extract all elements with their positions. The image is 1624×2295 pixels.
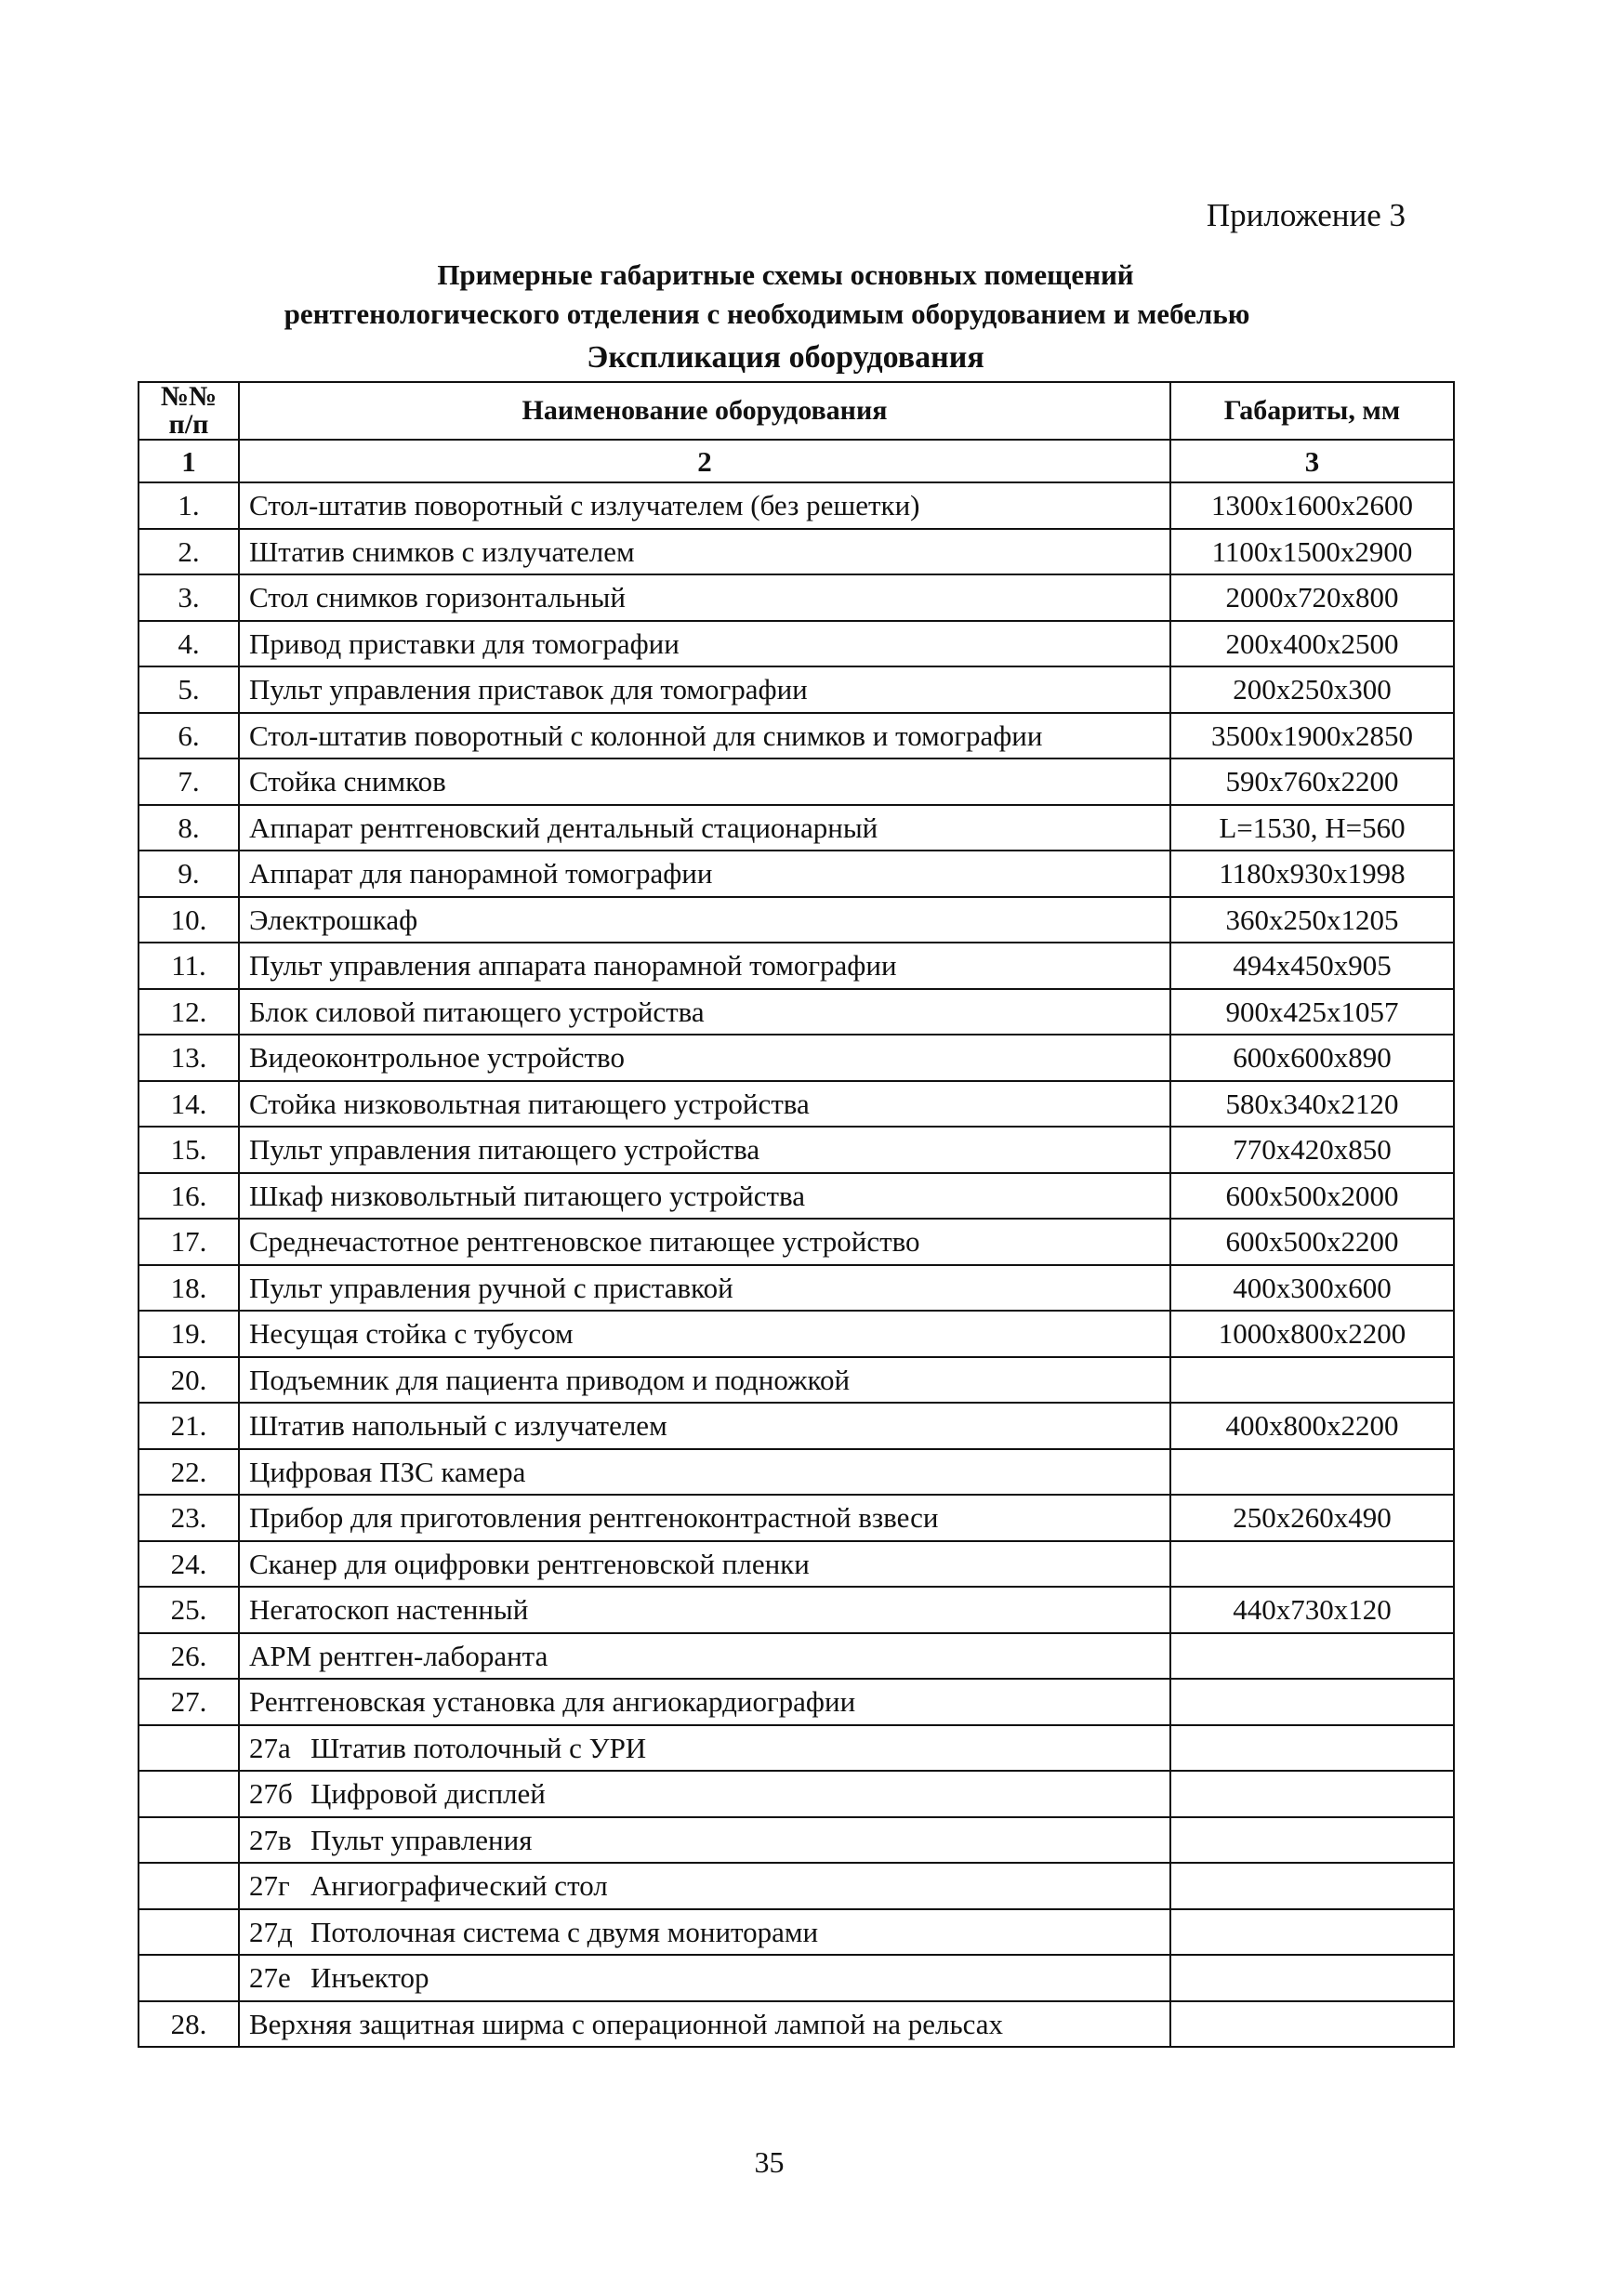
equipment-dimensions	[1170, 1863, 1454, 1909]
equipment-dimensions: 600x500x2200	[1170, 1219, 1454, 1265]
table-subrow	[139, 1725, 1454, 1772]
sub-item-code: 27б	[249, 1777, 293, 1811]
appendix-label: Приложение 3	[1206, 197, 1406, 233]
row-number: 6.	[139, 713, 239, 759]
equipment-name: Пульт управления ручной с приставкой	[239, 1265, 1170, 1312]
table-subrow	[139, 1955, 1454, 2001]
equipment-dimensions: 1180x930x1998	[1170, 851, 1454, 897]
equipment-dimensions: 1300x1600x2600	[1170, 482, 1454, 529]
document-title-line-1: Примерные габаритные схемы основных помещений	[437, 258, 1134, 291]
table-row	[139, 1679, 1454, 1725]
column-header-name: Наименование оборудования	[239, 382, 1170, 440]
equipment-dimensions: 200x250x300	[1170, 666, 1454, 713]
row-number: 18.	[139, 1265, 239, 1312]
row-number: 27.	[139, 1679, 239, 1725]
row-number: 23.	[139, 1495, 239, 1541]
row-number	[139, 1909, 239, 1956]
equipment-dimensions: 400x300x600	[1170, 1265, 1454, 1312]
table-subrow	[139, 1863, 1454, 1909]
row-number: 1.	[139, 482, 239, 529]
sub-item-name: Потолочная система с двумя мониторами	[310, 1915, 819, 1948]
row-number	[139, 1817, 239, 1864]
row-number: 24.	[139, 1541, 239, 1588]
table-row	[139, 1541, 1454, 1588]
column-index-cell: 1	[139, 440, 239, 482]
equipment-dimensions	[1170, 1817, 1454, 1864]
equipment-name: Верхняя защитная ширма с операционной лампой на рельсах	[239, 2001, 1170, 2048]
row-number: 21.	[139, 1403, 239, 1449]
equipment-dimensions	[1170, 1771, 1454, 1817]
equipment-name: Аппарат рентгеновский дентальный стационарный	[239, 805, 1170, 851]
equipment-name: Штатив напольный с излучателем	[239, 1403, 1170, 1449]
table-row	[139, 1311, 1454, 1357]
sub-item-name: Штатив потолочный с УРИ	[310, 1731, 647, 1764]
row-number: 11.	[139, 943, 239, 989]
row-number: 4.	[139, 621, 239, 667]
equipment-dimensions	[1170, 1679, 1454, 1725]
table-subrow	[139, 1909, 1454, 1956]
row-number: 7.	[139, 758, 239, 805]
row-number: 22.	[139, 1449, 239, 1496]
sub-equipment-cell	[239, 1909, 1170, 1956]
row-number	[139, 1863, 239, 1909]
sub-equipment-cell	[239, 1771, 1170, 1817]
table-row	[139, 1173, 1454, 1220]
row-number: 9.	[139, 851, 239, 897]
row-number: 20.	[139, 1357, 239, 1404]
row-number: 25.	[139, 1587, 239, 1633]
sub-equipment-cell	[239, 1817, 1170, 1864]
table-row	[139, 1127, 1454, 1173]
row-number: 3.	[139, 574, 239, 621]
table-subrow	[139, 1771, 1454, 1817]
column-header-number-line1: №№	[160, 382, 218, 412]
table-row	[139, 851, 1454, 897]
equipment-name: Рентгеновская установка для ангиокардиографии	[239, 1679, 1170, 1725]
equipment-name: Пульт управления питающего устройства	[239, 1127, 1170, 1173]
equipment-dimensions: 250x260x490	[1170, 1495, 1454, 1541]
table-row	[139, 1403, 1454, 1449]
table-row	[139, 574, 1454, 621]
equipment-dimensions: 3500x1900x2850	[1170, 713, 1454, 759]
equipment-dimensions: 494x450x905	[1170, 943, 1454, 989]
equipment-name: Привод приставки для томографии	[239, 621, 1170, 667]
row-number: 5.	[139, 666, 239, 713]
equipment-dimensions	[1170, 2001, 1454, 2048]
equipment-name: Стол-штатив поворотный с излучателем (без решетки)	[239, 482, 1170, 529]
equipment-dimensions: 600x500x2000	[1170, 1173, 1454, 1220]
table-title: Экспликация оборудования	[587, 340, 984, 375]
table-row	[139, 758, 1454, 805]
equipment-name: Шкаф низковольтный питающего устройства	[239, 1173, 1170, 1220]
table-row	[139, 666, 1454, 713]
sub-item-name: Инъектор	[310, 1961, 429, 1995]
equipment-name: Видеоконтрольное устройство	[239, 1035, 1170, 1081]
row-number: 14.	[139, 1081, 239, 1128]
equipment-dimensions	[1170, 1357, 1454, 1404]
table-row	[139, 713, 1454, 759]
equipment-name: Цифровая ПЗС камера	[239, 1449, 1170, 1496]
equipment-name: Негатоскоп настенный	[239, 1587, 1170, 1633]
row-number: 12.	[139, 989, 239, 1035]
equipment-dimensions	[1170, 1909, 1454, 1956]
table-header-row	[139, 382, 1454, 440]
row-number: 8.	[139, 805, 239, 851]
page-number: 35	[754, 2145, 785, 2179]
equipment-dimensions: 900x425x1057	[1170, 989, 1454, 1035]
table-row	[139, 989, 1454, 1035]
table-row	[139, 529, 1454, 575]
column-index-cell: 2	[239, 440, 1170, 482]
equipment-dimensions	[1170, 1633, 1454, 1680]
column-index-row	[139, 440, 1454, 482]
sub-equipment-cell	[239, 1725, 1170, 1772]
row-number: 28.	[139, 2001, 239, 2048]
column-index-cell: 3	[1170, 440, 1454, 482]
equipment-name: Стол снимков горизонтальный	[239, 574, 1170, 621]
row-number	[139, 1725, 239, 1772]
row-number: 2.	[139, 529, 239, 575]
row-number	[139, 1955, 239, 2001]
equipment-dimensions: 440x730x120	[1170, 1587, 1454, 1633]
table-row	[139, 1035, 1454, 1081]
sub-item-code: 27г	[249, 1869, 290, 1903]
equipment-dimensions: 1100x1500x2900	[1170, 529, 1454, 575]
row-number: 17.	[139, 1219, 239, 1265]
table-subrow	[139, 1817, 1454, 1864]
table-row	[139, 1633, 1454, 1680]
sub-item-name: Пульт управления	[310, 1823, 533, 1856]
table-row	[139, 482, 1454, 529]
equipment-dimensions	[1170, 1955, 1454, 2001]
equipment-name: Электрошкаф	[239, 897, 1170, 943]
equipment-name: Блок силовой питающего устройства	[239, 989, 1170, 1035]
row-number	[139, 1771, 239, 1817]
table-row	[139, 1587, 1454, 1633]
equipment-name: АРМ рентген-лаборанта	[239, 1633, 1170, 1680]
equipment-dimensions: 400x800x2200	[1170, 1403, 1454, 1449]
equipment-name: Прибор для приготовления рентгеноконтрастной взвеси	[239, 1495, 1170, 1541]
equipment-dimensions: 770x420x850	[1170, 1127, 1454, 1173]
sub-item-code: 27е	[249, 1961, 291, 1995]
table-row	[139, 1495, 1454, 1541]
sub-item-code: 27в	[249, 1823, 292, 1856]
table-row	[139, 1219, 1454, 1265]
equipment-dimensions: 360x250x1205	[1170, 897, 1454, 943]
sub-item-name: Цифровой дисплей	[310, 1777, 546, 1811]
equipment-dimensions: 590x760x2200	[1170, 758, 1454, 805]
equipment-table	[138, 381, 1455, 2048]
table-row	[139, 1449, 1454, 1496]
equipment-name: Пульт управления аппарата панорамной томографии	[239, 943, 1170, 989]
equipment-dimensions: 1000x800x2200	[1170, 1311, 1454, 1357]
equipment-name: Несущая стойка с тубусом	[239, 1311, 1170, 1357]
row-number: 10.	[139, 897, 239, 943]
equipment-name: Подъемник для пациента приводом и подножкой	[239, 1357, 1170, 1404]
row-number: 19.	[139, 1311, 239, 1357]
equipment-name: Пульт управления приставок для томографии	[239, 666, 1170, 713]
row-number: 15.	[139, 1127, 239, 1173]
column-header-number	[139, 382, 239, 440]
equipment-dimensions	[1170, 1449, 1454, 1496]
table-row	[139, 805, 1454, 851]
table-row	[139, 1265, 1454, 1312]
table-row	[139, 1081, 1454, 1128]
equipment-dimensions	[1170, 1725, 1454, 1772]
table-body	[139, 482, 1454, 2047]
sub-item-name: Ангиографический стол	[310, 1869, 608, 1903]
row-number: 13.	[139, 1035, 239, 1081]
row-number: 16.	[139, 1173, 239, 1220]
table-row	[139, 897, 1454, 943]
sub-equipment-cell	[239, 1863, 1170, 1909]
sub-equipment-cell	[239, 1955, 1170, 2001]
equipment-name: Стойка снимков	[239, 758, 1170, 805]
equipment-dimensions: 2000x720x800	[1170, 574, 1454, 621]
equipment-name: Аппарат для панорамной томографии	[239, 851, 1170, 897]
equipment-dimensions	[1170, 1541, 1454, 1588]
table-row	[139, 943, 1454, 989]
table-row	[139, 621, 1454, 667]
equipment-name: Среднечастотное рентгеновское питающее устройство	[239, 1219, 1170, 1265]
equipment-name: Стойка низковольтная питающего устройства	[239, 1081, 1170, 1128]
equipment-name: Сканер для оцифровки рентгеновской пленки	[239, 1541, 1170, 1588]
sub-item-code: 27д	[249, 1915, 293, 1948]
document-title-line-2: рентгенологического отделения с необходимым оборудованием и мебелью	[284, 297, 1250, 330]
equipment-dimensions: 580x340x2120	[1170, 1081, 1454, 1128]
equipment-dimensions: 600x600x890	[1170, 1035, 1454, 1081]
equipment-dimensions: L=1530, H=560	[1170, 805, 1454, 851]
table-row	[139, 1357, 1454, 1404]
column-header-size: Габариты, мм	[1170, 382, 1454, 440]
equipment-dimensions: 200x400x2500	[1170, 621, 1454, 667]
table-row	[139, 2001, 1454, 2048]
row-number: 26.	[139, 1633, 239, 1680]
equipment-name: Штатив снимков с излучателем	[239, 529, 1170, 575]
equipment-name: Стол-штатив поворотный с колонной для снимков и томографии	[239, 713, 1170, 759]
column-header-number-line2: п/п	[168, 409, 209, 440]
sub-item-code: 27а	[249, 1731, 291, 1764]
